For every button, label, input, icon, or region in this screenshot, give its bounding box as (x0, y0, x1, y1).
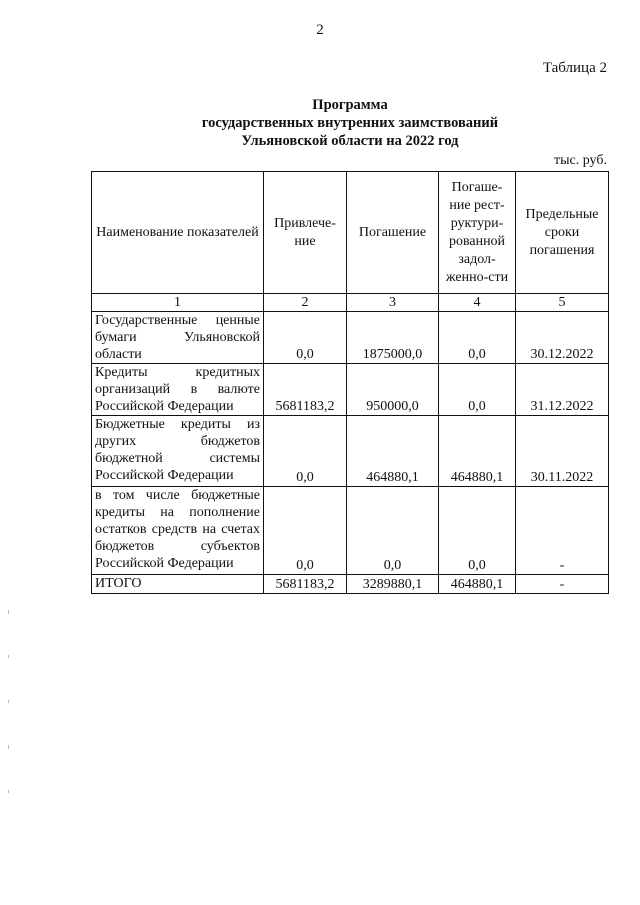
row-name: Государственные ценные бумаги Ульяновской области (92, 312, 264, 364)
column-number: 1 (92, 294, 264, 312)
row-restructured: 0,0 (439, 487, 516, 575)
row-repayment: 950000,0 (347, 364, 439, 416)
column-number: 5 (516, 294, 609, 312)
row-repayment: 0,0 (347, 487, 439, 575)
table-row (92, 416, 609, 487)
row-attraction: 0,0 (264, 487, 347, 575)
row-repayment: 1875000,0 (347, 312, 439, 364)
total-repayment: 3289880,1 (347, 575, 439, 594)
title-line-3: Ульяновской области на 2022 год (241, 133, 459, 149)
scan-artifact (8, 700, 9, 703)
row-restructured: 0,0 (439, 312, 516, 364)
document-title (0, 96, 640, 150)
total-row (92, 575, 609, 594)
title-line-1: Программа (312, 97, 388, 113)
table-row (92, 312, 609, 364)
row-name: в том числе бюджетные кредиты на пополнение остатков средств на счетах бюджетов субъектов Российской Федерации (92, 487, 264, 575)
borrowing-table (91, 171, 609, 594)
row-attraction: 0,0 (264, 312, 347, 364)
row-name: Кредиты кредитных организаций в валюте Российской Федерации (92, 364, 264, 416)
table-row (92, 487, 609, 575)
column-number: 2 (264, 294, 347, 312)
scan-artifact (8, 655, 9, 658)
column-number-row (92, 294, 609, 312)
row-restructured: 0,0 (439, 364, 516, 416)
total-name: ИТОГО (92, 575, 264, 594)
row-terms: 31.12.2022 (516, 364, 609, 416)
row-terms: - (516, 487, 609, 575)
table-row (92, 364, 609, 416)
total-terms: - (516, 575, 609, 594)
header-attraction: Привлече-ние (264, 172, 347, 294)
row-name: Бюджетные кредиты из других бюджетов бюджетной системы Российской Федерации (92, 416, 264, 487)
row-attraction: 5681183,2 (264, 364, 347, 416)
table-label: Таблица 2 (542, 60, 607, 76)
row-terms: 30.11.2022 (516, 416, 609, 487)
scan-artifact (8, 610, 9, 614)
total-attraction: 5681183,2 (264, 575, 347, 594)
scan-artifact (8, 745, 9, 749)
header-repayment: Погашение (347, 172, 439, 294)
title-line-2: государственных внутренних заимствований (201, 115, 499, 131)
row-terms: 30.12.2022 (516, 312, 609, 364)
units-label: тыс. руб. (554, 153, 607, 168)
page-number: 2 (316, 22, 324, 38)
header-terms: Предельные сроки погашения (516, 172, 609, 294)
table-header-row (92, 172, 609, 294)
header-restructured: Погаше-ние рест-руктури-рованной задол-женно-сти (439, 172, 516, 294)
scan-artifact (8, 790, 9, 793)
column-number: 3 (347, 294, 439, 312)
column-number: 4 (439, 294, 516, 312)
total-restructured: 464880,1 (439, 575, 516, 594)
row-repayment: 464880,1 (347, 416, 439, 487)
row-restructured: 464880,1 (439, 416, 516, 487)
row-attraction: 0,0 (264, 416, 347, 487)
header-name: Наименование показателей (92, 172, 264, 294)
